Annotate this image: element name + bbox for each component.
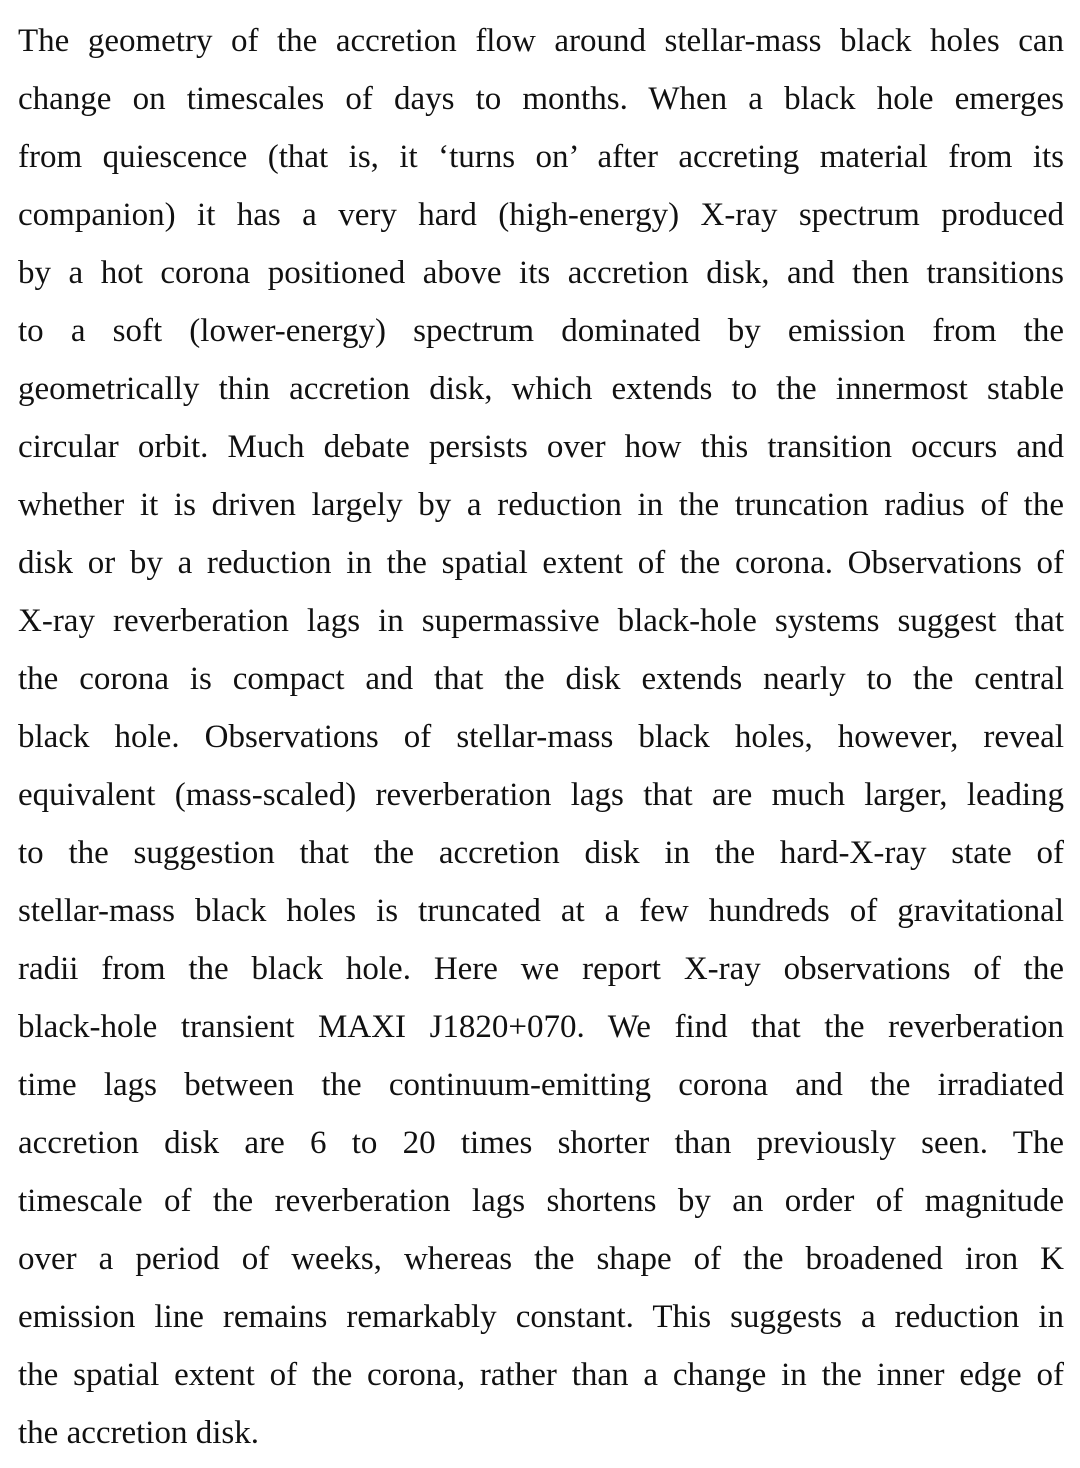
abstract-line: companion) it has a very hard (high-energy) X-ray spectrum produced <box>18 197 1064 233</box>
abstract-line: radii from the black hole. Here we report X-ray observations of the <box>18 951 1064 987</box>
abstract-line: the corona is compact and that the disk extends nearly to the central <box>18 661 1064 697</box>
abstract-line: disk or by a reduction in the spatial extent of the corona. Observations of <box>18 545 1064 581</box>
abstract-line: the accretion disk. <box>18 1415 259 1451</box>
abstract-line: change on timescales of days to months. When a black hole emerges <box>18 81 1064 117</box>
abstract-line: stellar-mass black holes is truncated at a few hundreds of gravitational <box>18 893 1064 929</box>
abstract-line: geometrically thin accretion disk, which extends to the innermost stable <box>18 371 1064 407</box>
abstract-paragraph <box>18 12 1064 1462</box>
abstract-line: black hole. Observations of stellar-mass black holes, however, reveal <box>18 719 1064 755</box>
abstract-line: timescale of the reverberation lags shortens by an order of magnitude <box>18 1183 1064 1219</box>
abstract-line: to a soft (lower-energy) spectrum dominated by emission from the <box>18 313 1064 349</box>
abstract-line: from quiescence (that is, it ‘turns on’ after accreting material from its <box>18 139 1064 175</box>
abstract-line: over a period of weeks, whereas the shape of the broadened iron K <box>18 1241 1064 1277</box>
abstract-line: time lags between the continuum-emitting corona and the irradiated <box>18 1067 1064 1103</box>
abstract-line: equivalent (mass-scaled) reverberation lags that are much larger, leading <box>18 777 1064 813</box>
abstract-line: whether it is driven largely by a reduction in the truncation radius of the <box>18 487 1064 523</box>
abstract-line: to the suggestion that the accretion disk in the hard-X-ray state of <box>18 835 1064 871</box>
abstract-line: The geometry of the accretion flow around stellar-mass black holes can <box>18 23 1064 59</box>
abstract-line: circular orbit. Much debate persists over how this transition occurs and <box>18 429 1064 465</box>
abstract-line: accretion disk are 6 to 20 times shorter than previously seen. The <box>18 1125 1064 1161</box>
abstract-line: emission line remains remarkably constant. This suggests a reduction in <box>18 1299 1064 1335</box>
abstract-line: black-hole transient MAXI J1820+070. We find that the reverberation <box>18 1009 1064 1045</box>
abstract-line: X-ray reverberation lags in supermassive black-hole systems suggest that <box>18 603 1064 639</box>
abstract-line: the spatial extent of the corona, rather than a change in the inner edge of <box>18 1357 1064 1393</box>
abstract-line: by a hot corona positioned above its accretion disk, and then transitions <box>18 255 1064 291</box>
